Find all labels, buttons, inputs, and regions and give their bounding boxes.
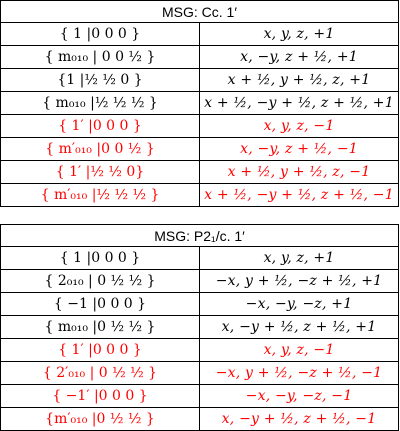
symmetry-row	[1, 46, 399, 69]
symmetry-operation-cell: {1 |½ ½ 0 }	[1, 69, 200, 92]
coordinate-triplet-cell: x + ½, y + ½, z, −1	[200, 161, 399, 184]
coordinate-triplet-cell: x, y, z, +1	[200, 23, 399, 46]
symmetry-operation-cell: {m′₀₁₀ |0 ½ ½ }	[1, 408, 200, 431]
table-title-row	[1, 225, 399, 247]
coordinate-triplet-cell: x + ½, y + ½, z, +1	[200, 69, 399, 92]
coordinate-triplet-cell: −x, −y, −z, −1	[200, 385, 399, 408]
table-title: MSG: P2₁/c. 1′	[1, 225, 399, 247]
coordinate-triplet-cell: x, y, z, +1	[200, 247, 399, 270]
symmetry-row	[1, 247, 399, 270]
symmetry-row	[1, 293, 399, 316]
symmetry-operation-cell: { m′₀₁₀ |0 0 ½ }	[1, 138, 200, 161]
symmetry-row	[1, 23, 399, 46]
symmetry-operation-cell: { 1′ |0 0 0 }	[1, 115, 200, 138]
coordinate-triplet-cell: x, y, z, −1	[200, 339, 399, 362]
coordinate-triplet-cell: x, −y + ½, z + ½, −1	[200, 408, 399, 431]
table-title-row	[1, 1, 399, 23]
coordinate-triplet-cell: x + ½, −y + ½, z + ½, −1	[200, 184, 399, 207]
symmetry-operation-cell: { m₀₁₀ |½ ½ ½ }	[1, 92, 200, 115]
symmetry-row-primed	[1, 184, 399, 207]
symmetry-row	[1, 92, 399, 115]
symmetry-operation-cell: { 1′ |½ ½ 0}	[1, 161, 200, 184]
coordinate-triplet-cell: −x, −y, −z, +1	[200, 293, 399, 316]
coordinate-triplet-cell: x + ½, −y + ½, z + ½, +1	[200, 92, 399, 115]
symmetry-row-primed	[1, 161, 399, 184]
symmetry-row-primed	[1, 115, 399, 138]
coordinate-triplet-cell: −x, y + ½, −z + ½, −1	[200, 362, 399, 385]
symmetry-operation-cell: { 2′₀₁₀ | 0 ½ ½ }	[1, 362, 200, 385]
symmetry-row	[1, 270, 399, 293]
symmetry-operation-cell: { 2₀₁₀ | 0 ½ ½ }	[1, 270, 200, 293]
symmetry-row	[1, 69, 399, 92]
symmetry-operation-cell: { 1 |0 0 0 }	[1, 23, 200, 46]
coordinate-triplet-cell: x, −y + ½, z + ½, +1	[200, 316, 399, 339]
msg-cc-table	[0, 0, 399, 207]
coordinate-triplet-cell: x, −y, z + ½, −1	[200, 138, 399, 161]
symmetry-row	[1, 316, 399, 339]
symmetry-operation-cell: { −1 |0 0 0 }	[1, 293, 200, 316]
symmetry-operation-cell: { m′₀₁₀ |½ ½ ½ }	[1, 184, 200, 207]
symmetry-operation-cell: { m₀₁₀ | 0 0 ½ }	[1, 46, 200, 69]
coordinate-triplet-cell: −x, y + ½, −z + ½, +1	[200, 270, 399, 293]
symmetry-operation-cell: { 1 |0 0 0 }	[1, 247, 200, 270]
table-title: MSG: Cc. 1′	[1, 1, 399, 23]
table-body	[1, 23, 399, 207]
coordinate-triplet-cell: x, y, z, −1	[200, 115, 399, 138]
coordinate-triplet-cell: x, −y, z + ½, +1	[200, 46, 399, 69]
symmetry-operation-cell: { 1′ |0 0 0 }	[1, 339, 200, 362]
symmetry-row-primed	[1, 385, 399, 408]
symmetry-row-primed	[1, 339, 399, 362]
symmetry-operation-cell: { −1′ |0 0 0 }	[1, 385, 200, 408]
symmetry-row-primed	[1, 138, 399, 161]
symmetry-row-primed	[1, 408, 399, 431]
symmetry-operation-cell: { m₀₁₀ |0 ½ ½ }	[1, 316, 200, 339]
table-body	[1, 247, 399, 431]
msg-p21c-table	[0, 224, 399, 431]
symmetry-row-primed	[1, 362, 399, 385]
